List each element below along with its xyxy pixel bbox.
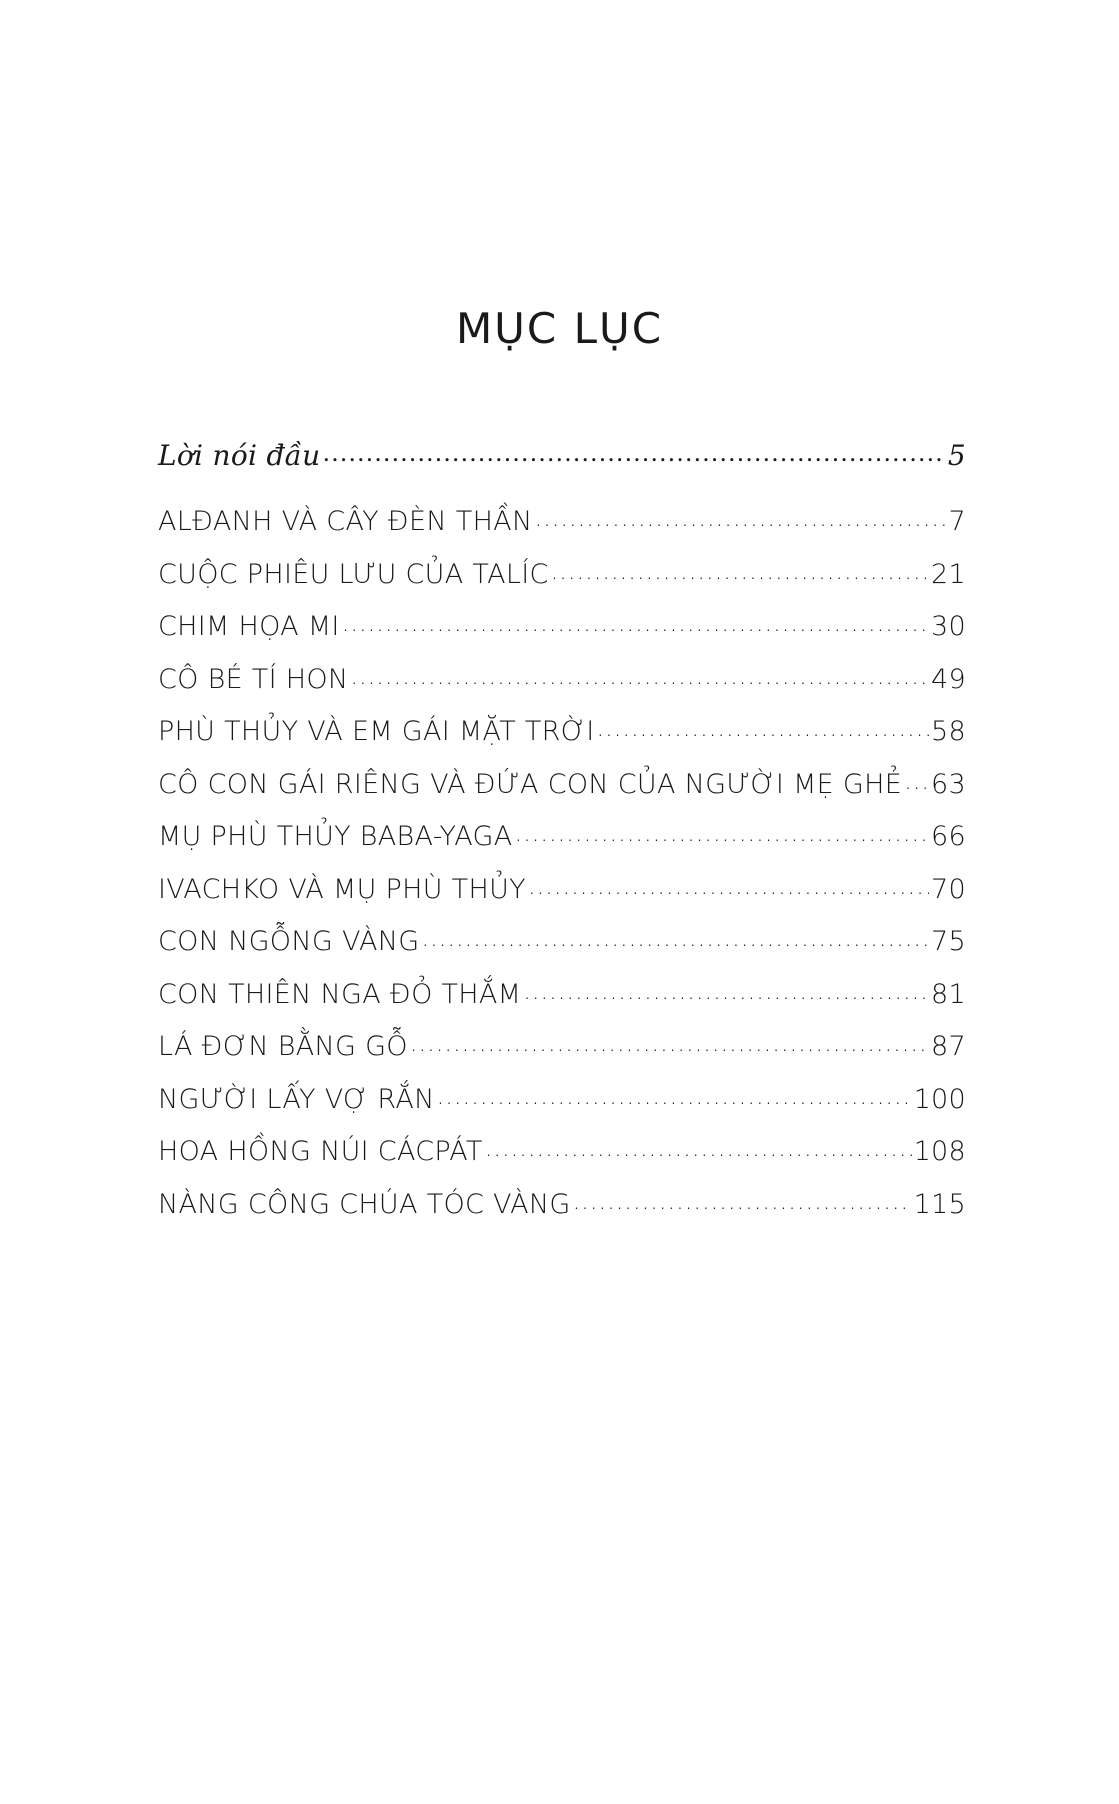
toc-entry-title: NÀNG CÔNG CHÚA TÓC VÀNG (158, 1188, 571, 1220)
dot-leader (342, 608, 929, 635)
toc-entry[interactable] (158, 661, 966, 714)
dot-leader (437, 1081, 912, 1108)
toc-entry-page-number: 21 (931, 558, 966, 590)
toc-entry-page-number: 108 (913, 1136, 966, 1167)
dot-leader (422, 923, 930, 950)
toc-entry-title: IVACHKO VÀ MỤ PHÙ THỦY (158, 873, 526, 905)
toc-entry[interactable] (158, 503, 966, 556)
toc-entry-title: Lời nói đầu (158, 439, 321, 472)
toc-entry-title: CHIM HỌA MI (158, 611, 340, 642)
dot-leader (523, 976, 929, 1003)
toc-entry-title: CON THIÊN NGA ĐỎ THẮM (158, 978, 522, 1010)
page-title: MỤC LỤC (455, 304, 664, 353)
dot-leader (515, 818, 930, 845)
toc-entry[interactable] (158, 713, 966, 766)
toc-entry[interactable] (158, 1186, 966, 1239)
toc-entry[interactable] (158, 1133, 966, 1186)
dot-leader (573, 1186, 912, 1213)
toc-entry-page-number: 81 (931, 978, 966, 1010)
toc-entry-page-number: 7 (948, 506, 966, 537)
toc-entry-page-number: 115 (913, 1188, 966, 1220)
dot-leader (350, 661, 929, 688)
toc-entry-page-number: 100 (913, 1083, 966, 1115)
toc-entry[interactable] (158, 923, 966, 976)
toc-entry[interactable] (158, 608, 966, 661)
toc-entry[interactable] (158, 1028, 966, 1081)
toc-entry-page-number: 87 (931, 1031, 966, 1062)
dot-leader (597, 713, 930, 740)
dot-leader (534, 503, 946, 530)
toc-entry[interactable] (158, 1081, 966, 1134)
toc-entry-page-number: 70 (931, 873, 966, 905)
toc-entry-page-number: 66 (931, 821, 966, 852)
toc-entry-title: CON NGỖNG VÀNG (158, 926, 420, 957)
dot-leader (551, 556, 929, 583)
toc-entry-page-number: 75 (931, 926, 966, 957)
toc-entry-title: LÁ ĐƠN BẰNG GỖ (158, 1031, 408, 1062)
toc-entry[interactable] (158, 766, 966, 819)
dot-leader (485, 1133, 912, 1160)
toc-entry-page-number: 5 (947, 439, 966, 472)
toc-entry-title: PHÙ THỦY VÀ EM GÁI MẶT TRỜI (158, 716, 595, 747)
toc-entry-page-number: 30 (931, 611, 966, 642)
toc-entry-title: HOA HỒNG NÚI CÁCPÁT (158, 1136, 483, 1167)
toc-entry-title: MỤ PHÙ THỦY BABA-YAGA (158, 821, 513, 852)
toc-entry-title: NGƯỜI LẤY VỢ RẮN (158, 1083, 435, 1115)
toc-entry-page-number: 49 (931, 663, 966, 695)
toc-entry-title: ALĐANH VÀ CÂY ĐÈN THẦN (158, 506, 533, 537)
toc-entry-title: CÔ BÉ TÍ HON (158, 663, 349, 695)
toc-entry-foreword[interactable] (158, 437, 966, 503)
dot-leader (322, 437, 945, 465)
toc-entry[interactable] (158, 976, 966, 1029)
toc-entry-page-number: 58 (931, 716, 966, 747)
dot-leader (528, 871, 929, 898)
toc-entry[interactable] (158, 871, 966, 924)
toc-entry-title: CÔ CON GÁI RIÊNG VÀ ĐỨA CON CỦA NGƯỜI MẸ GHẺ (158, 768, 903, 800)
toc-entry-title: CUỘC PHIÊU LƯU CỦA TALÍC (158, 558, 549, 590)
dot-leader (410, 1028, 929, 1055)
table-of-contents (158, 437, 966, 1238)
toc-entry[interactable] (158, 818, 966, 871)
toc-entry-page-number: 63 (931, 768, 966, 800)
dot-leader (904, 766, 929, 793)
toc-entry[interactable] (158, 556, 966, 609)
